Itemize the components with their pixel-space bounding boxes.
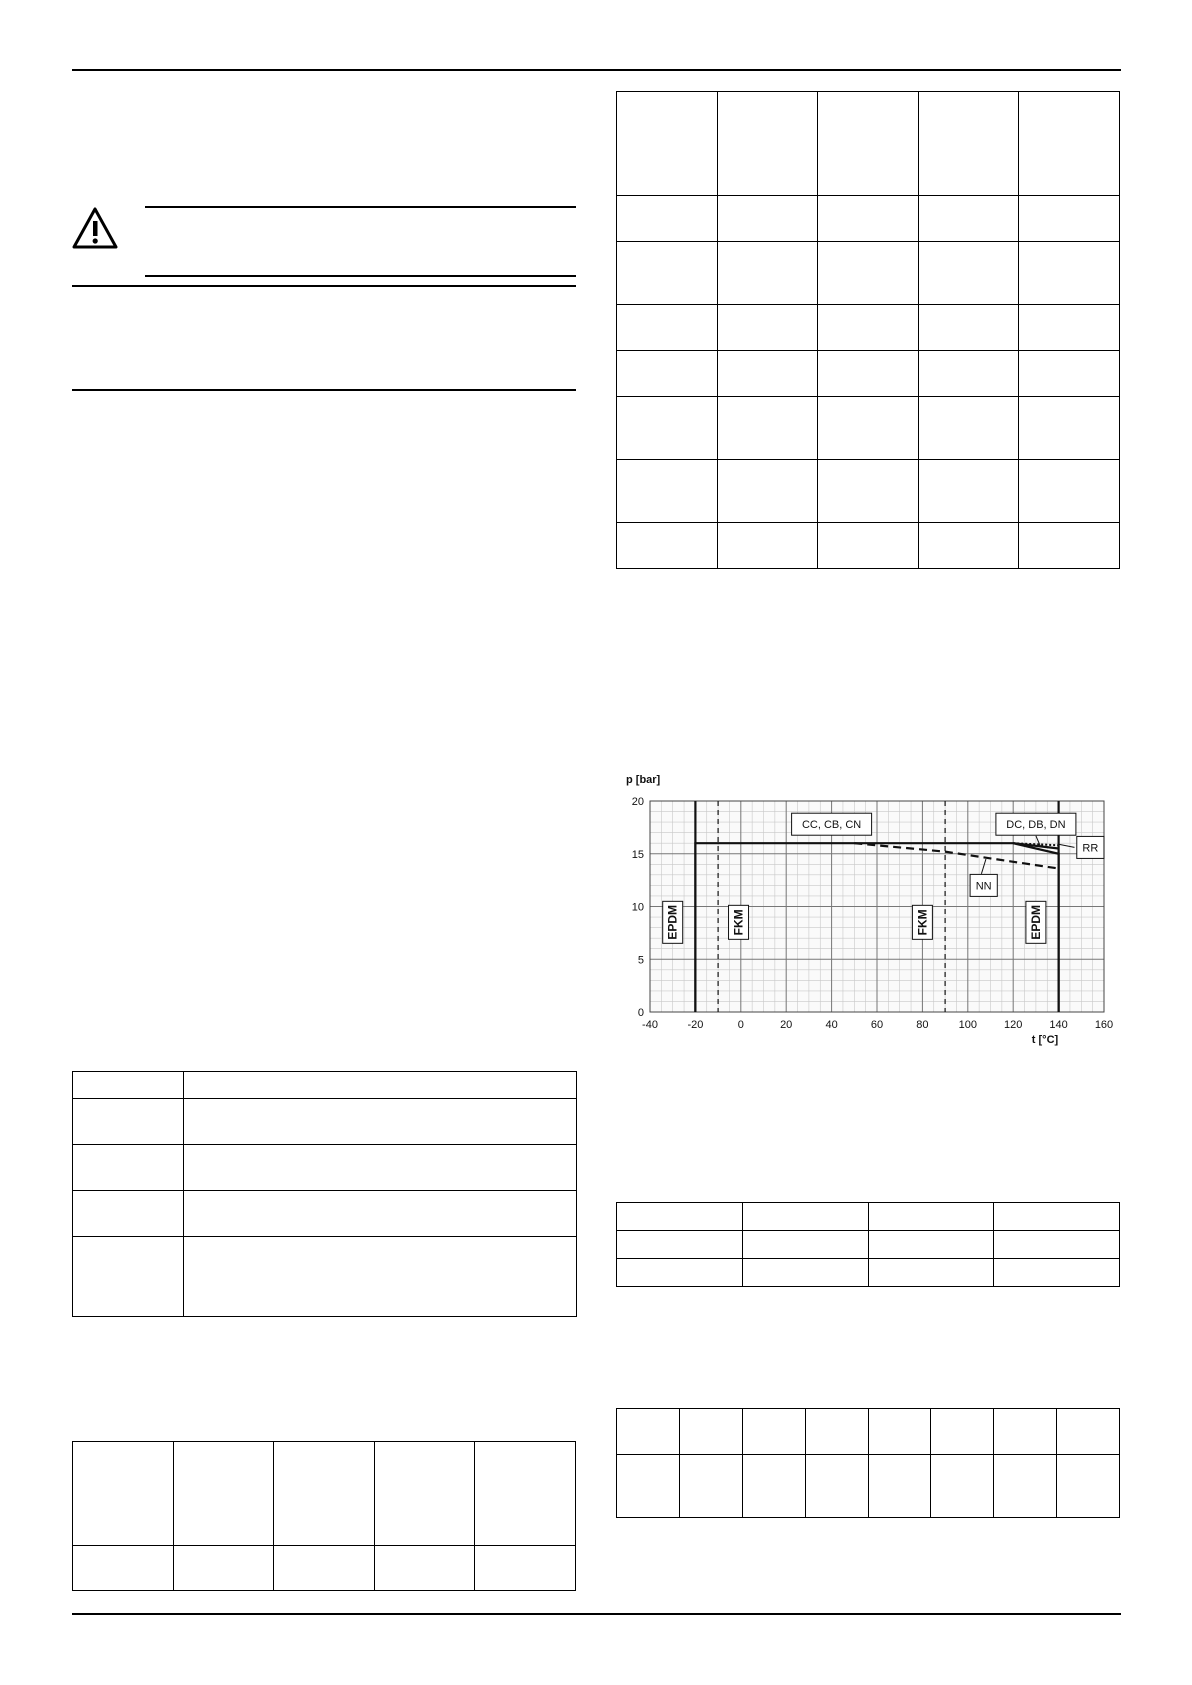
y-tick-label: 0 <box>637 1007 644 1019</box>
y-tick-label: 20 <box>631 796 644 808</box>
annotation-label: NN <box>975 880 992 893</box>
y-tick-label: 10 <box>631 901 644 914</box>
x-tick-label: 20 <box>780 1019 793 1031</box>
annotation-label: CC, CB, CN <box>801 819 862 832</box>
footer-rule <box>72 1613 1121 1615</box>
table-row <box>73 1145 577 1191</box>
table-row <box>617 1203 1120 1231</box>
y-tick-label: 5 <box>637 954 644 967</box>
table-row <box>73 1237 577 1317</box>
note-bottom-rule <box>72 389 576 391</box>
table-row <box>73 1546 576 1591</box>
right-table-1 <box>616 91 1120 569</box>
table-row <box>617 1455 1120 1518</box>
x-axis-label: t [°C] <box>1031 1034 1059 1046</box>
x-tick-label: -20 <box>687 1019 704 1031</box>
y-tick-label: 15 <box>631 848 644 861</box>
left-table-1 <box>72 1071 577 1317</box>
header-rule <box>72 69 1121 71</box>
table-row <box>617 397 1120 460</box>
right-table-2 <box>616 1202 1120 1287</box>
x-tick-label: 140 <box>1049 1019 1068 1031</box>
table-row <box>617 196 1120 242</box>
table-row <box>73 1072 577 1099</box>
annotation-label: DC, DB, DN <box>1006 819 1066 832</box>
right-table-3 <box>616 1408 1120 1518</box>
material-label: EPDM <box>1028 904 1043 940</box>
material-label: EPDM <box>665 904 680 940</box>
table-row <box>617 242 1120 305</box>
material-label: FKM <box>731 909 746 936</box>
x-tick-label: 120 <box>1004 1019 1023 1031</box>
warning-icon <box>72 206 118 250</box>
table-row <box>617 1259 1120 1287</box>
note-top-rule <box>72 285 576 287</box>
table-row <box>73 1442 576 1546</box>
warning-top-rule <box>145 206 576 208</box>
table-row <box>617 351 1120 397</box>
annotation-label: RR <box>1082 842 1099 855</box>
table-row <box>617 92 1120 196</box>
y-axis-label: p [bar] <box>626 774 661 786</box>
x-tick-label: 60 <box>870 1019 884 1031</box>
pressure-temperature-chart <box>622 771 1122 1071</box>
table-row <box>617 305 1120 351</box>
x-tick-label: 80 <box>916 1019 929 1031</box>
table-row <box>73 1099 577 1145</box>
warning-bottom-rule <box>145 275 576 277</box>
x-tick-label: 40 <box>825 1019 838 1031</box>
table-row <box>617 523 1120 569</box>
left-table-2 <box>72 1441 576 1591</box>
material-label: FKM <box>915 909 930 936</box>
x-tick-label: 0 <box>737 1019 744 1031</box>
x-tick-label: -40 <box>642 1019 658 1031</box>
table-row <box>617 460 1120 523</box>
table-row <box>617 1231 1120 1259</box>
table-row <box>617 1409 1120 1455</box>
table-row <box>73 1191 577 1237</box>
x-tick-label: 160 <box>1094 1019 1114 1031</box>
x-tick-label: 100 <box>958 1019 977 1031</box>
